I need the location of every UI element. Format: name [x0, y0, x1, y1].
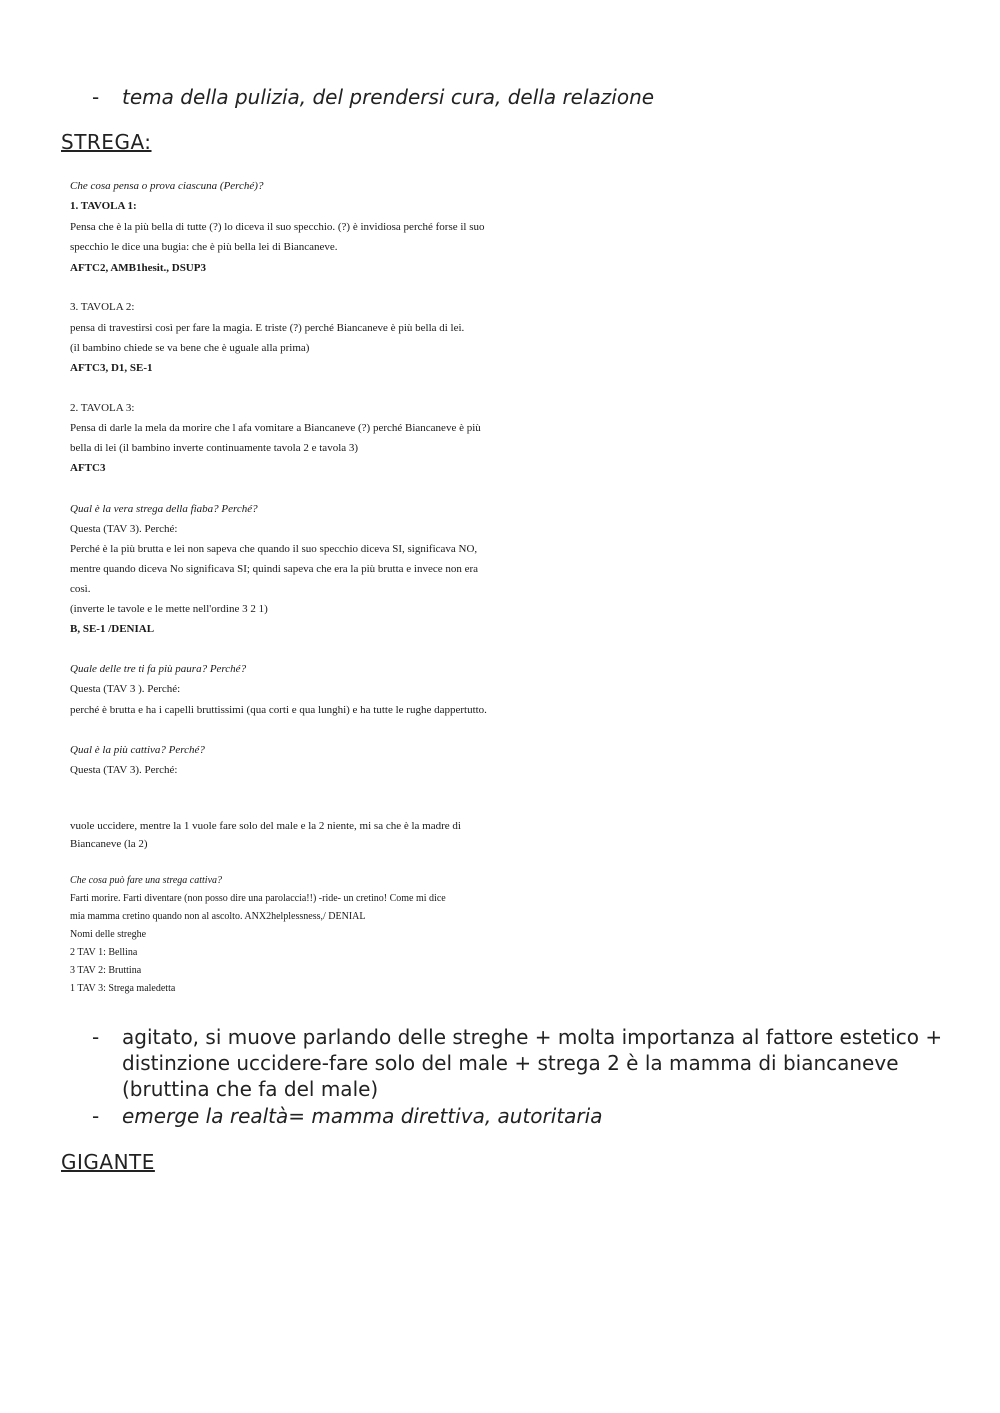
scan-line: Qual è la vera strega della fiaba? Perché? [70, 503, 258, 515]
scan-line: vuole uccidere, mentre la 1 vuole fare solo del male e la 2 niente, mi sa che è la madre di [70, 820, 461, 832]
bullet-text: agitato, si muove parlando delle streghe + molta importanza al fattore estetico + distinzione uccidere-fare solo del male + strega 2 è la mamma di biancaneve (bruttina che fa del male) [122, 1025, 943, 1101]
scan-line: Pensa di darle la mela da morire che l afa vomitare a Biancaneve (?) perché Biancaneve è più [70, 422, 481, 434]
scan-line: 2 TAV 1: Bellina [70, 947, 138, 958]
scan-line: perché è brutta e ha i capelli bruttissimi (qua corti e qua lunghi) e ha tutte le rughe dappertutto. [70, 704, 487, 716]
scan-line: 3. TAVOLA 2: [70, 301, 135, 313]
scan-line: Farti morire. Farti diventare (non posso dire una parolaccia!!) -ride- un cretino! Come mi dice [70, 893, 446, 904]
bullet-text: tema della pulizia, del prendersi cura, della relazione [122, 85, 655, 109]
scan-line: AFTC3 [70, 462, 106, 474]
scan-line: Quale delle tre ti fa più paura? Perché? [70, 663, 247, 675]
bullet-text: emerge la realtà= mamma direttiva, autoritaria [122, 1104, 603, 1128]
scan-line: (il bambino chiede se va bene che è uguale alla prima) [70, 342, 310, 354]
scan-line: Qual è la più cattiva? Perché? [70, 744, 205, 756]
scan-line: così. [70, 583, 91, 595]
scan-line: AFTC3, D1, SE-1 [70, 362, 153, 374]
scan-line: pensa di travestirsi così per fare la magia. E triste (?) perché Biancaneve è più bella di lei. [70, 322, 465, 334]
bullet-dash: - [92, 1104, 100, 1128]
scan-line: Questa (TAV 3). Perché: [70, 764, 178, 776]
scan-line: Perché è la più brutta e lei non sapeva che quando il suo specchio diceva SI, significava NO, [70, 543, 478, 555]
scan-line: 1 TAV 3: Strega maledetta [70, 983, 176, 994]
scan-line: Questa (TAV 3). Perché: [70, 523, 178, 535]
scan-line: 3 TAV 2: Bruttina [70, 965, 142, 976]
scan-line: bella di lei (il bambino inverte continuamente tavola 2 e tavola 3) [70, 442, 359, 454]
scan-line: Che cosa può fare una strega cattiva? [70, 875, 223, 886]
scan-line: 2. TAVOLA 3: [70, 402, 135, 414]
heading-gigante: GIGANTE [61, 1150, 155, 1174]
scan-line: Che cosa pensa o prova ciascuna (Perché)? [70, 180, 264, 192]
bullet-dash: - [92, 1025, 100, 1049]
scan-line: (inverte le tavole e le mette nell'ordine 3 2 1) [70, 603, 268, 615]
scan-line: Questa (TAV 3 ). Perché: [70, 683, 181, 695]
heading-strega: STREGA: [61, 130, 152, 154]
scan-line: mentre quando diceva No significava SI; quindi sapeva che era la più brutta e invece non era [70, 563, 479, 575]
bullet-dash: - [92, 85, 100, 109]
scan-line: specchio le dice una bugia: che è più bella lei di Biancaneve. [70, 241, 338, 253]
scan-line: AFTC2, AMB1hesit., DSUP3 [70, 262, 206, 274]
scan-line: B, SE-1 /DENIAL [70, 623, 155, 635]
scan-line: Nomi delle streghe [70, 929, 147, 940]
scan-line: 1. TAVOLA 1: [70, 200, 137, 212]
scan-line: mia mamma cretino quando non al ascolto. ANX2helplessness,/ DENIAL [70, 911, 366, 922]
scan-line: Biancaneve (la 2) [70, 838, 148, 850]
scan-line: Pensa che è la più bella di tutte (?) lo diceva il suo specchio. (?) è invidiosa perché forse il suo [70, 221, 485, 233]
